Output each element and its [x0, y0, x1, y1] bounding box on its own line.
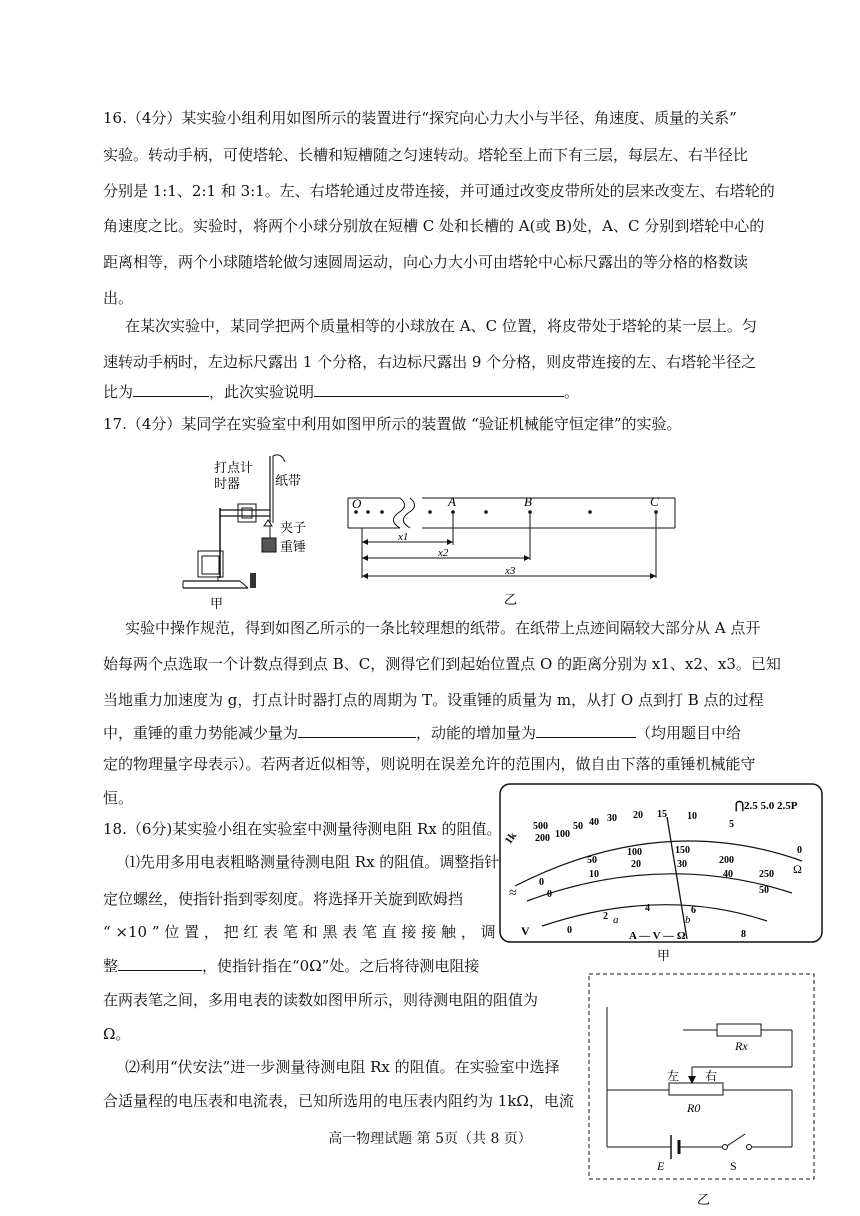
- s-label: S: [730, 1159, 737, 1173]
- fig-circuit-caption: 乙: [697, 1192, 711, 1207]
- q17-line4-pre: 中，重锤的重力势能减少量为: [103, 724, 299, 742]
- q18-head: 18.（6分)某实验小组在实验室中测量待测电阻 Rx 的阻值。: [103, 820, 502, 838]
- ohm-tick-50: 50: [573, 821, 583, 832]
- x1-label: x1: [398, 531, 409, 543]
- q18-p1-line4-pre: 整: [103, 957, 119, 975]
- ohm-tick-15: 15: [657, 809, 667, 820]
- dc-low-2: 2: [603, 911, 608, 922]
- fig-jia-caption: 甲: [210, 596, 224, 610]
- dc-top-250: 250: [759, 869, 774, 880]
- dc-mid-40: 40: [723, 869, 733, 880]
- dc-top-0: 0: [539, 877, 544, 888]
- dc-mid-50: 50: [759, 885, 769, 896]
- e-label: E: [657, 1159, 665, 1173]
- dc-top-200: 200: [719, 855, 734, 866]
- x2-label: x2: [438, 547, 449, 559]
- q16-line-7: 在某次实验中，某同学把两个质量相等的小球放在 A、C 位置，将皮带处于塔轮的某一层上。匀: [125, 317, 757, 335]
- dc-low-0: 0: [567, 925, 572, 936]
- fig-meter-caption: 甲: [657, 948, 671, 963]
- ohm-tick-30: 30: [607, 813, 617, 824]
- dc-low-8: 8: [741, 929, 746, 940]
- point-b-label: B: [524, 494, 532, 509]
- q17-blank-potential[interactable]: [298, 722, 416, 738]
- q16-end: 。: [564, 383, 580, 401]
- q18-p1-line-1: ⑴先用多用电表粗略测量待测电阻 Rx 的阻值。调整指针: [125, 853, 500, 871]
- q17-line-5: 定的物理量字母表示）。若两者近似相等，则说明在误差允许的范围内，做自由下落的重锤机械能守: [103, 755, 756, 773]
- ohm-tick-100: 100: [555, 829, 570, 840]
- ohm-tick-500: 500: [533, 821, 548, 832]
- weight-label: 重锤: [280, 539, 307, 554]
- rx-label: Rx: [735, 1039, 748, 1053]
- point-o-label: O: [352, 496, 362, 511]
- q18-p1-line-5: 在两表笔之间，多用电表的读数如图甲所示，则待测电阻的阻值为: [103, 991, 539, 1009]
- q16-line-9: [103, 381, 579, 402]
- q16-line-3: 分别是 1:1、2:1 和 3:1。左、右塔轮通过皮带连接，并可通过改变皮带所处的层来改变左、右塔轮的: [103, 182, 775, 200]
- r0-label: R0: [687, 1101, 701, 1115]
- timer-label: 打点计: [214, 460, 254, 475]
- q18-p1-line-3: “ ×10 ” 位 置 ， 把 红 表 笔 和 黑 表 笔 直 接 接 触 ， 调: [103, 923, 496, 941]
- q17-line-1: 实验中操作规范，得到如图乙所示的一条比较理想的纸带。在纸带上点迹间隔较大部分从 A 点开: [125, 619, 761, 637]
- clip-label: 夹子: [280, 520, 307, 535]
- q17-line-6: 恒。: [103, 789, 134, 807]
- ohm-tick-200: 200: [535, 833, 550, 844]
- dc-top-50: 50: [587, 855, 597, 866]
- q17-blank-kinetic[interactable]: [536, 722, 636, 738]
- page-footer: 高一物理试题 第 5页（共 8 页）: [328, 1131, 532, 1147]
- circuit-figure: [587, 972, 817, 1212]
- q18-p2-line-1: ⑵利用“伏安法”进一步测量待测电阻 Rx 的阻值。在实验室中选择: [125, 1058, 560, 1076]
- tape-label: 纸带: [275, 473, 302, 488]
- dc-top-150: 150: [675, 845, 690, 856]
- q18-p1-line-6: Ω。: [103, 1025, 131, 1043]
- q17-line-3: 当地重力加速度为 g，打点计时器打点的周期为 T。设重锤的质量为 m，从打 O 点到打 B 点的过程: [103, 691, 764, 709]
- dc-mid-10: 10: [589, 869, 599, 880]
- ohm-tick-1k: 1k: [502, 830, 520, 847]
- dc-low-4: 4: [645, 903, 650, 914]
- left-label: 左: [667, 1069, 680, 1083]
- ohm-symbol: Ω: [793, 862, 802, 876]
- q17-line4-mid: ，动能的增加量为: [416, 724, 537, 742]
- multimeter-figure: [497, 781, 827, 965]
- mode-label: A — V — Ω: [629, 930, 686, 942]
- dc-mid-30: 30: [677, 859, 687, 870]
- apparatus-figure: [180, 448, 320, 610]
- ohm-tick-5: 5: [729, 819, 734, 830]
- q16-line-6: 出。: [103, 289, 134, 307]
- dc-top-100: 100: [627, 847, 642, 858]
- ohm-tick-0: 0: [797, 845, 802, 856]
- label-a: a: [613, 914, 619, 926]
- q18-p2-line-2: 合适量程的电压表和电流表，已知所选用的电压表内阻约为 1kΩ，电流: [103, 1092, 574, 1110]
- label-b: b: [685, 914, 691, 926]
- ac-symbol: ≈: [509, 886, 517, 901]
- tape-figure: [340, 490, 680, 610]
- q16-mid: ，此次实验说明: [209, 383, 315, 401]
- q18-blank-adjust[interactable]: [118, 955, 202, 971]
- dc-mid-20: 20: [631, 859, 641, 870]
- dc-mid-0: 0: [547, 889, 552, 900]
- q17-head: 17.（4分）某同学在实验室中利用如图甲所示的装置做 “验证机械能守恒定律”的实验。: [103, 415, 682, 433]
- timer-label-2: 时器: [214, 476, 241, 491]
- point-c-label: C: [650, 494, 659, 509]
- v-symbol: V: [521, 924, 530, 938]
- q17-line4-end: （均用题目中给: [636, 724, 742, 742]
- q16-line-1: 16.（4分）某实验小组利用如图所示的装置进行“探究向心力大小与半径、角速度、质量的关系”: [103, 109, 737, 127]
- q16-prefix: 比为: [103, 383, 134, 401]
- right-label: 右: [705, 1069, 718, 1083]
- q18-p1-line-2: 定位螺丝，使指针指到零刻度。将选择开关旋到欧姆挡: [103, 890, 464, 908]
- q17-line-4: [103, 722, 741, 743]
- q16-line-2: 实验。转动手柄，可使塔轮、长槽和短槽随之匀速转动。塔轮至上而下有三层，每层左、右半径比: [103, 146, 749, 164]
- dc-low-6: 6: [691, 905, 696, 916]
- q16-blank-ratio[interactable]: [133, 381, 209, 397]
- q18-p1-line-4: [103, 955, 479, 976]
- q16-line-8: 速转动手柄时，左边标尺露出 1 个分格，右边标尺露出 9 个分格，则皮带连接的左、右塔轮半径之: [103, 353, 757, 371]
- q16-line-5: 距离相等，两个小球随塔轮做匀速圆周运动，向心力大小可由塔轮中心标尺露出的等分格的格数读: [103, 253, 749, 271]
- q17-line-2: 始每两个点选取一个计数点得到点 B、C，测得它们到起始位置点 O 的距离分别为 x1、x2、x3。已知: [103, 655, 781, 673]
- q16-blank-conclusion[interactable]: [314, 381, 564, 397]
- q16-line-4: 角速度之比。实验时，将两个小球分别放在短槽 C 处和长槽的 A(或 B)处，A、C 分别到塔轮中心的: [103, 217, 765, 235]
- q18-p1-line4-post: ，使指针指在“0Ω”处。之后将待测电阻接: [202, 957, 480, 975]
- range-label: ⋂2.5 5.0 2.5P: [735, 800, 798, 812]
- fig-yi-caption: 乙: [504, 592, 518, 607]
- ohm-tick-40: 40: [589, 817, 599, 828]
- ohm-tick-10: 10: [687, 811, 697, 822]
- x3-label: x3: [505, 565, 516, 577]
- point-a-label: A: [448, 494, 456, 509]
- ohm-tick-20: 20: [633, 810, 643, 821]
